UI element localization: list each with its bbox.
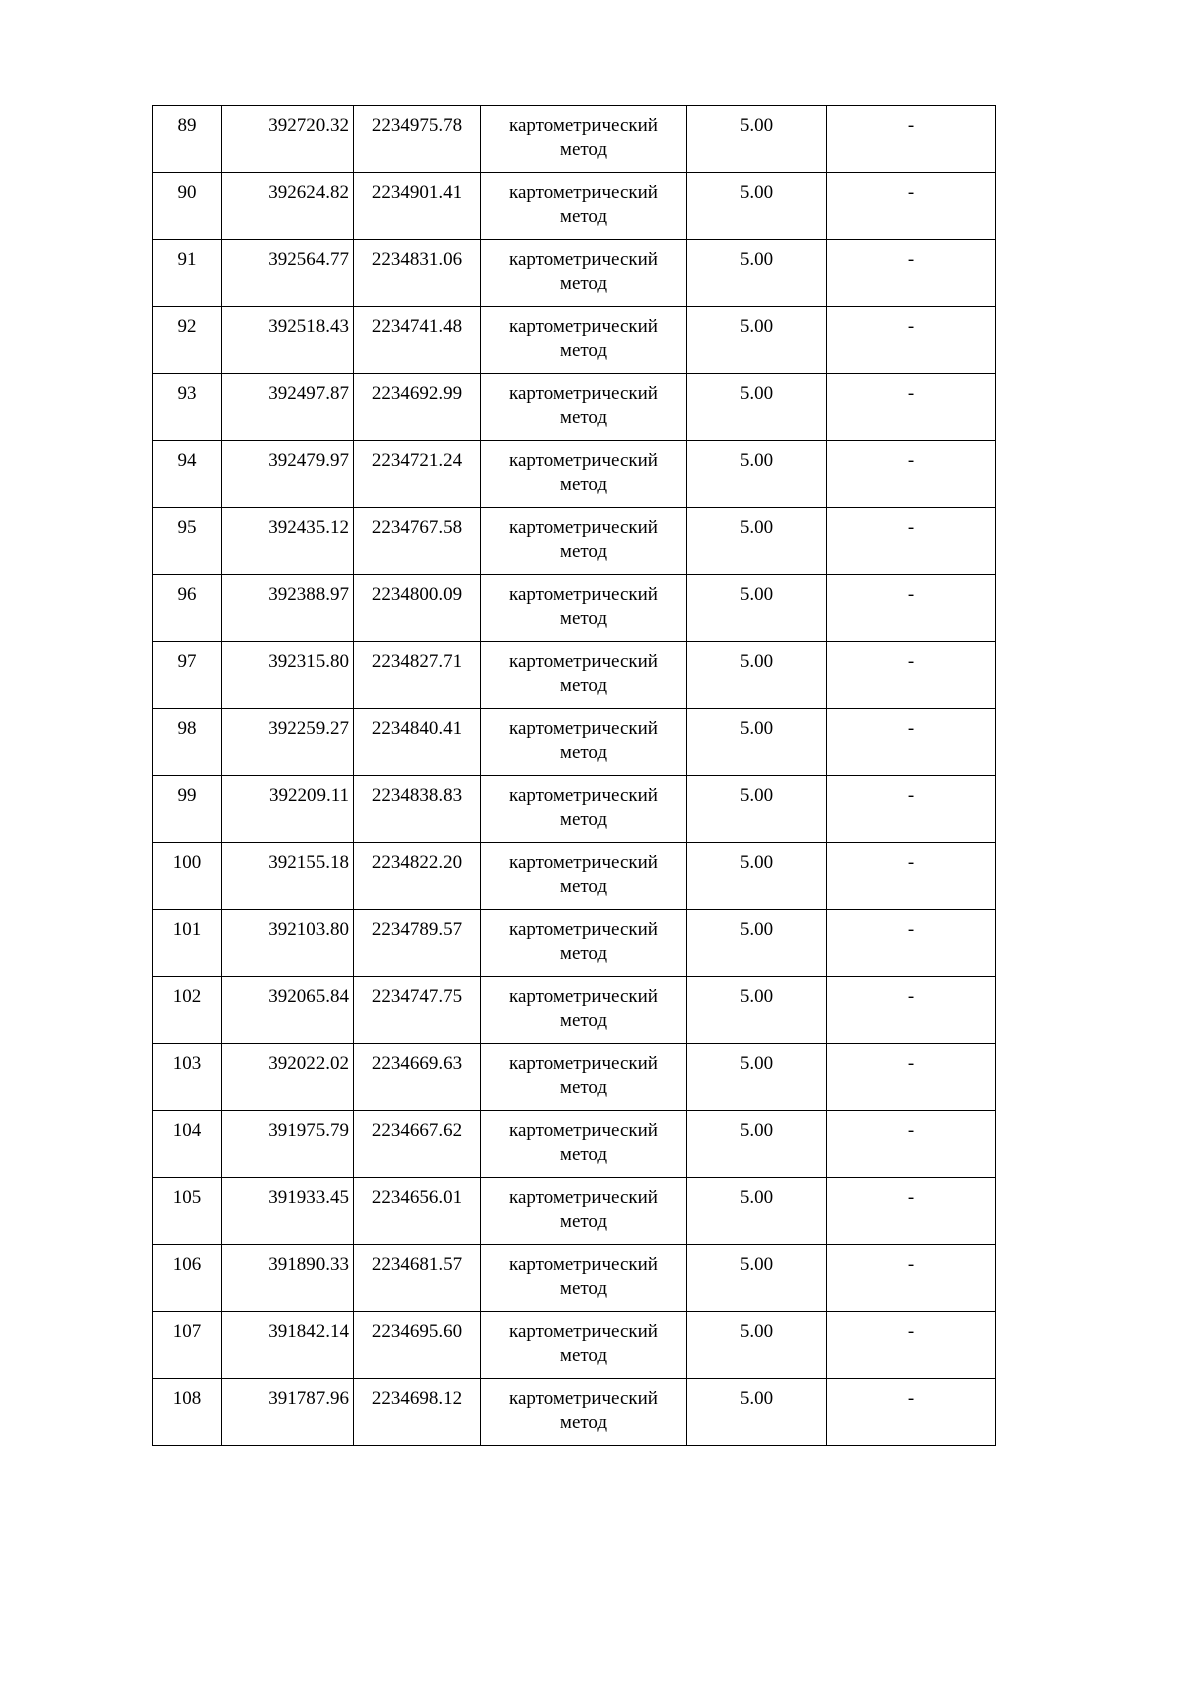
table-row — [153, 910, 996, 977]
description-cell: - — [827, 106, 996, 173]
point-number-cell: 95 — [153, 508, 222, 575]
accuracy-cell: 5.00 — [687, 173, 827, 240]
table-row — [153, 776, 996, 843]
point-number-cell: 100 — [153, 843, 222, 910]
method-cell: картометрический метод — [481, 240, 687, 307]
y-coordinate-cell: 2234827.71 — [354, 642, 481, 709]
x-coordinate-cell: 392624.82 — [222, 173, 354, 240]
x-coordinate-cell: 392564.77 — [222, 240, 354, 307]
description-cell: - — [827, 374, 996, 441]
y-coordinate-cell: 2234698.12 — [354, 1379, 481, 1446]
point-number-cell: 93 — [153, 374, 222, 441]
description-cell: - — [827, 1111, 996, 1178]
table-row — [153, 374, 996, 441]
table-row — [153, 843, 996, 910]
x-coordinate-cell: 392209.11 — [222, 776, 354, 843]
x-coordinate-cell: 392315.80 — [222, 642, 354, 709]
x-coordinate-cell: 391890.33 — [222, 1245, 354, 1312]
point-number-cell: 99 — [153, 776, 222, 843]
method-cell: картометрический метод — [481, 575, 687, 642]
description-cell: - — [827, 307, 996, 374]
y-coordinate-cell: 2234767.58 — [354, 508, 481, 575]
accuracy-cell: 5.00 — [687, 1178, 827, 1245]
accuracy-cell: 5.00 — [687, 1111, 827, 1178]
table-row — [153, 106, 996, 173]
description-cell: - — [827, 977, 996, 1044]
y-coordinate-cell: 2234656.01 — [354, 1178, 481, 1245]
accuracy-cell: 5.00 — [687, 977, 827, 1044]
description-cell: - — [827, 910, 996, 977]
accuracy-cell: 5.00 — [687, 843, 827, 910]
accuracy-cell: 5.00 — [687, 1312, 827, 1379]
description-cell: - — [827, 776, 996, 843]
description-cell: - — [827, 1379, 996, 1446]
table-row — [153, 307, 996, 374]
point-number-cell: 104 — [153, 1111, 222, 1178]
method-cell: картометрический метод — [481, 1379, 687, 1446]
method-cell: картометрический метод — [481, 508, 687, 575]
y-coordinate-cell: 2234975.78 — [354, 106, 481, 173]
description-cell: - — [827, 508, 996, 575]
method-cell: картометрический метод — [481, 843, 687, 910]
table-row — [153, 173, 996, 240]
accuracy-cell: 5.00 — [687, 1044, 827, 1111]
x-coordinate-cell: 392479.97 — [222, 441, 354, 508]
accuracy-cell: 5.00 — [687, 508, 827, 575]
point-number-cell: 105 — [153, 1178, 222, 1245]
point-number-cell: 98 — [153, 709, 222, 776]
method-cell: картометрический метод — [481, 173, 687, 240]
x-coordinate-cell: 392435.12 — [222, 508, 354, 575]
table-row — [153, 1111, 996, 1178]
description-cell: - — [827, 843, 996, 910]
method-cell: картометрический метод — [481, 977, 687, 1044]
table-row — [153, 240, 996, 307]
method-cell: картометрический метод — [481, 1178, 687, 1245]
method-cell: картометрический метод — [481, 441, 687, 508]
point-number-cell: 97 — [153, 642, 222, 709]
y-coordinate-cell: 2234789.57 — [354, 910, 481, 977]
accuracy-cell: 5.00 — [687, 1379, 827, 1446]
method-cell: картометрический метод — [481, 106, 687, 173]
table-row — [153, 642, 996, 709]
description-cell: - — [827, 240, 996, 307]
y-coordinate-cell: 2234822.20 — [354, 843, 481, 910]
accuracy-cell: 5.00 — [687, 642, 827, 709]
method-cell: картометрический метод — [481, 1111, 687, 1178]
point-number-cell: 101 — [153, 910, 222, 977]
method-cell: картометрический метод — [481, 1312, 687, 1379]
description-cell: - — [827, 709, 996, 776]
table-row — [153, 1312, 996, 1379]
x-coordinate-cell: 392103.80 — [222, 910, 354, 977]
x-coordinate-cell: 392518.43 — [222, 307, 354, 374]
point-number-cell: 102 — [153, 977, 222, 1044]
method-cell: картометрический метод — [481, 776, 687, 843]
accuracy-cell: 5.00 — [687, 106, 827, 173]
x-coordinate-cell: 392259.27 — [222, 709, 354, 776]
x-coordinate-cell: 392065.84 — [222, 977, 354, 1044]
point-number-cell: 89 — [153, 106, 222, 173]
y-coordinate-cell: 2234747.75 — [354, 977, 481, 1044]
x-coordinate-cell: 392155.18 — [222, 843, 354, 910]
y-coordinate-cell: 2234741.48 — [354, 307, 481, 374]
description-cell: - — [827, 1312, 996, 1379]
accuracy-cell: 5.00 — [687, 776, 827, 843]
table-row — [153, 709, 996, 776]
y-coordinate-cell: 2234669.63 — [354, 1044, 481, 1111]
point-number-cell: 103 — [153, 1044, 222, 1111]
coordinates-table-body — [153, 106, 996, 1446]
table-row — [153, 977, 996, 1044]
table-row — [153, 508, 996, 575]
table-row — [153, 1044, 996, 1111]
y-coordinate-cell: 2234695.60 — [354, 1312, 481, 1379]
x-coordinate-cell: 391933.45 — [222, 1178, 354, 1245]
accuracy-cell: 5.00 — [687, 240, 827, 307]
y-coordinate-cell: 2234831.06 — [354, 240, 481, 307]
method-cell: картометрический метод — [481, 1245, 687, 1312]
accuracy-cell: 5.00 — [687, 307, 827, 374]
description-cell: - — [827, 1245, 996, 1312]
description-cell: - — [827, 642, 996, 709]
y-coordinate-cell: 2234692.99 — [354, 374, 481, 441]
description-cell: - — [827, 441, 996, 508]
y-coordinate-cell: 2234901.41 — [354, 173, 481, 240]
point-number-cell: 91 — [153, 240, 222, 307]
method-cell: картометрический метод — [481, 642, 687, 709]
table-row — [153, 1245, 996, 1312]
table-row — [153, 1178, 996, 1245]
description-cell: - — [827, 1044, 996, 1111]
description-cell: - — [827, 173, 996, 240]
x-coordinate-cell: 392497.87 — [222, 374, 354, 441]
y-coordinate-cell: 2234667.62 — [354, 1111, 481, 1178]
table-row — [153, 575, 996, 642]
method-cell: картометрический метод — [481, 1044, 687, 1111]
point-number-cell: 90 — [153, 173, 222, 240]
y-coordinate-cell: 2234800.09 — [354, 575, 481, 642]
method-cell: картометрический метод — [481, 910, 687, 977]
accuracy-cell: 5.00 — [687, 575, 827, 642]
x-coordinate-cell: 391975.79 — [222, 1111, 354, 1178]
description-cell: - — [827, 575, 996, 642]
accuracy-cell: 5.00 — [687, 709, 827, 776]
method-cell: картометрический метод — [481, 709, 687, 776]
table-row — [153, 441, 996, 508]
method-cell: картометрический метод — [481, 307, 687, 374]
y-coordinate-cell: 2234721.24 — [354, 441, 481, 508]
point-number-cell: 92 — [153, 307, 222, 374]
y-coordinate-cell: 2234840.41 — [354, 709, 481, 776]
table-row — [153, 1379, 996, 1446]
point-number-cell: 106 — [153, 1245, 222, 1312]
point-number-cell: 94 — [153, 441, 222, 508]
accuracy-cell: 5.00 — [687, 1245, 827, 1312]
point-number-cell: 108 — [153, 1379, 222, 1446]
description-cell: - — [827, 1178, 996, 1245]
accuracy-cell: 5.00 — [687, 441, 827, 508]
x-coordinate-cell: 392720.32 — [222, 106, 354, 173]
y-coordinate-cell: 2234681.57 — [354, 1245, 481, 1312]
x-coordinate-cell: 392388.97 — [222, 575, 354, 642]
point-number-cell: 107 — [153, 1312, 222, 1379]
x-coordinate-cell: 391787.96 — [222, 1379, 354, 1446]
x-coordinate-cell: 392022.02 — [222, 1044, 354, 1111]
accuracy-cell: 5.00 — [687, 374, 827, 441]
accuracy-cell: 5.00 — [687, 910, 827, 977]
coordinates-table — [152, 105, 996, 1446]
point-number-cell: 96 — [153, 575, 222, 642]
y-coordinate-cell: 2234838.83 — [354, 776, 481, 843]
x-coordinate-cell: 391842.14 — [222, 1312, 354, 1379]
method-cell: картометрический метод — [481, 374, 687, 441]
